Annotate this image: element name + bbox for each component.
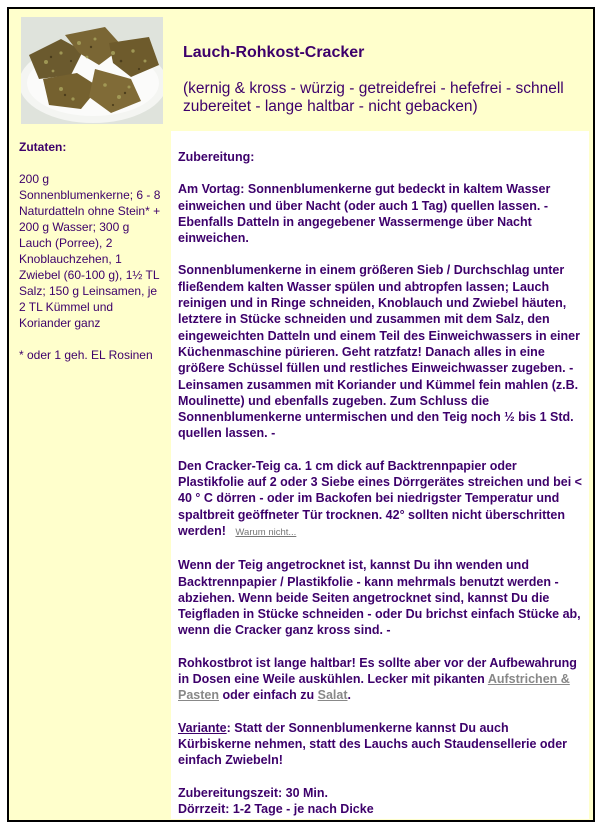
salad-link[interactable]: Salat xyxy=(317,688,348,703)
spreads-link[interactable]: Aufstrichen & Pasten xyxy=(178,672,570,703)
step-drying xyxy=(178,458,584,541)
storage-text: Rohkostbrot ist lange haltbar! Es sollte aber vor der Aufbewahrung in Dosen eine Weile auskühlen. Lecker mit pikanten xyxy=(178,655,577,687)
drying-time: Dörrzeit: 1-2 Tage - je nach Dicke xyxy=(178,801,374,816)
storage-text-end: . xyxy=(347,688,352,703)
recipe-frame xyxy=(7,7,595,822)
why-not-link[interactable]: Warum nicht... xyxy=(235,526,297,538)
preparation-label: Zubereitung: xyxy=(178,150,255,164)
recipe-header xyxy=(171,17,583,131)
times xyxy=(178,785,584,818)
step-mixing-part1: Sonnenblumenkerne in einem größeren Sieb / Durchschlag unter fließendem kalten Wasser spülen und abtropfen lassen; Lauch reinigen und in Ringe schneiden, Knoblauch und Zwiebel häuten, letztere in Stücke schneiden und zusammen mit dem Salz, den eingeweichten Datteln und einem Teil des Einweichwassers in einer Küchenmaschine pürieren. Geht ratzfatz! Danach alles in eine größere Schüssel füllen und restliches Einweichwasser zugeben. - xyxy=(178,263,580,376)
ingredients-footnote: * oder 1 geh. EL Rosinen xyxy=(19,348,153,362)
ingredients-column xyxy=(19,139,164,379)
variant-note xyxy=(178,720,584,769)
step-mixing xyxy=(178,262,584,441)
ingredients-list: 200 g Sonnenblumenkerne; 6 - 8 Naturdatteln ohne Stein* + 200 g Wasser; 300 g Lauch (Porree), 2 Knoblauchzehen, 1 Zwiebel (60-100 g), 1½ TL Salz; 150 g Leinsamen, je 2 TL Kümmel und Koriander ganz xyxy=(19,172,161,330)
recipe-subtitle: (kernig & kross - würzig - getreidefrei - hefefrei - schnell zubereitet - lange haltbar - nicht gebacken) xyxy=(183,80,564,115)
storage-text-mid: oder einfach zu xyxy=(219,688,318,703)
step-mixing-part2: Leinsamen zusammen mit Koriander und Kümmel fein mahlen (z.B. Moulinette) und ebenfalls zugeben. Zum Schluss die Sonnenblumenkerne untermischen und den Teig noch ½ bis 1 Std. quellen lassen. - xyxy=(178,377,579,441)
variant-text: : Statt der Sonnenblumenkerne kannst Du auch Kürbiskerne nehmen, statt des Lauchs auch Staudensellerie oder einfach Zwiebeln! xyxy=(178,720,568,768)
ingredients-label: Zutaten: xyxy=(19,140,67,154)
step-drying-text: Den Cracker-Teig ca. 1 cm dick auf Backtrennpapier oder Plastikfolie auf 2 oder 3 Siebe eines Dörrgerätes streichen und bei < 40 ° C dörren - oder im Backofen bei niedrigster Temperatur und spaltbreit geöffneter Tür trocknen. 42° sollten nicht überschritten werden! xyxy=(178,458,582,538)
storage-note xyxy=(178,655,584,704)
recipe-title: Lauch-Rohkost-Cracker xyxy=(183,44,365,61)
prep-time: Zubereitungszeit: 30 Min. xyxy=(178,785,329,800)
cracker-photo xyxy=(21,17,163,124)
step-day-before: Am Vortag: Sonnenblumenkerne gut bedeckt in kaltem Wasser einweichen und über Nacht (oder auch 1 Tag) quellen lassen. - Ebenfalls Datteln in angegebener Wassermenge über Nacht einweichen. xyxy=(178,182,551,246)
preparation-content xyxy=(178,149,584,833)
preparation-panel xyxy=(171,131,589,819)
step-turning: Wenn der Teig angetrocknet ist, kannst Du ihn wenden und Backtrennpapier / Plastikfolie - kann mehrmals benutzt werden - abziehen. Wenn beide Seiten angetrocknet sind, kannst Du die Teigfladen in Stücke schneiden - oder Du brichst einfach Stücke ab, wenn die Cracker ganz kross sind. - xyxy=(178,558,581,638)
variant-label: Variante xyxy=(178,720,227,735)
cracker-photo-image xyxy=(21,17,163,124)
